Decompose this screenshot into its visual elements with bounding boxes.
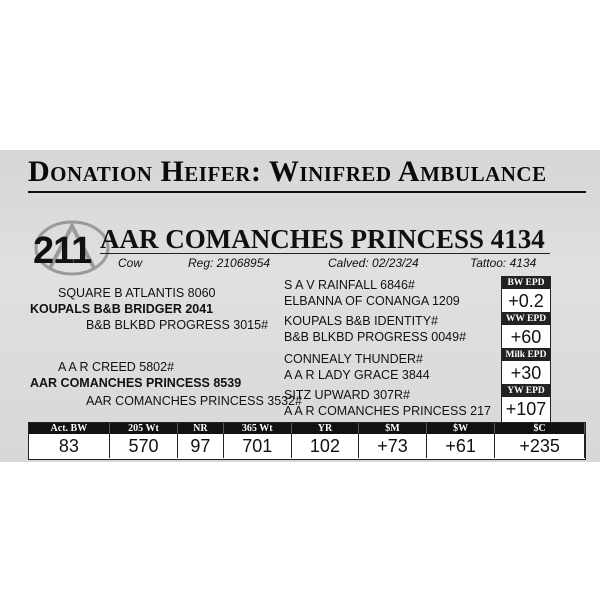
- tattoo: Tattoo: 4134: [470, 256, 537, 270]
- stats-header: $C: [495, 423, 585, 434]
- dam-dam: AAR COMANCHES PRINCESS 3532#: [86, 394, 303, 408]
- stats-value: 570: [109, 434, 177, 458]
- epd-value: +0.2: [508, 291, 544, 311]
- stats-header: YR: [291, 423, 358, 434]
- epd-label: WW EPD: [502, 313, 550, 325]
- card-title: Donation Heifer: Winifred Ambulance: [28, 155, 547, 188]
- registration-number: Reg: 21068954: [188, 256, 271, 270]
- stats-header-row: [29, 423, 585, 434]
- pedigree-line: B&B BLKBD PROGRESS 0049#: [284, 330, 467, 344]
- pedigree-line: CONNEALY THUNDER#: [284, 352, 423, 366]
- stats-value: +73: [358, 434, 426, 458]
- epd-ww: [501, 312, 551, 351]
- pedigree-line: SITZ UPWARD 307R#: [284, 388, 410, 402]
- stats-value: +61: [427, 434, 495, 458]
- pedigree-line: A A R COMANCHES PRINCESS 217: [284, 404, 492, 418]
- epd-milk: [501, 348, 551, 387]
- animal-name: AAR COMANCHES PRINCESS 4134: [100, 224, 545, 254]
- stats-header: $M: [358, 423, 426, 434]
- lot-card: [0, 150, 600, 462]
- pedigree-line: ELBANNA OF CONANGA 1209: [284, 294, 460, 308]
- stats-value: 97: [178, 434, 223, 458]
- epd-value: +60: [510, 327, 542, 347]
- stats-header: Act. BW: [29, 423, 109, 434]
- stats-value: 102: [291, 434, 358, 458]
- sex-label: Cow: [118, 256, 143, 270]
- calved-date: Calved: 02/23/24: [328, 256, 419, 270]
- lot-number: 211: [33, 230, 92, 272]
- pedigree-line: A A R LADY GRACE 3844: [284, 368, 430, 382]
- stats-table: [29, 423, 585, 458]
- title-divider: [28, 191, 586, 193]
- epd-yw: [501, 384, 551, 423]
- name-divider: [100, 253, 550, 254]
- epd-label: BW EPD: [502, 277, 550, 289]
- dam: AAR COMANCHES PRINCESS 8539: [30, 376, 242, 390]
- stats-header: $W: [427, 423, 495, 434]
- stats-header: 205 Wt: [109, 423, 177, 434]
- sire-sire: SQUARE B ATLANTIS 8060: [58, 286, 216, 300]
- epd-value: +30: [510, 363, 542, 383]
- performance-stats: [28, 422, 586, 460]
- stats-value: 83: [29, 434, 109, 458]
- epd-value: +107: [505, 399, 547, 419]
- stats-value: 701: [223, 434, 291, 458]
- stats-header: 365 Wt: [223, 423, 291, 434]
- sire-dam: B&B BLKBD PROGRESS 3015#: [86, 318, 269, 332]
- dam-sire: A A R CREED 5802#: [58, 360, 175, 374]
- epd-label: Milk EPD: [502, 349, 550, 361]
- pedigree-line: S A V RAINFALL 6846#: [284, 278, 415, 292]
- stats-value-row: [29, 434, 585, 458]
- stats-value: +235: [495, 434, 585, 458]
- stats-header: NR: [178, 423, 223, 434]
- sire: KOUPALS B&B BRIDGER 2041: [30, 302, 214, 316]
- pedigree-line: KOUPALS B&B IDENTITY#: [284, 314, 438, 328]
- epd-label: YW EPD: [502, 385, 550, 397]
- epd-bw: [501, 276, 551, 315]
